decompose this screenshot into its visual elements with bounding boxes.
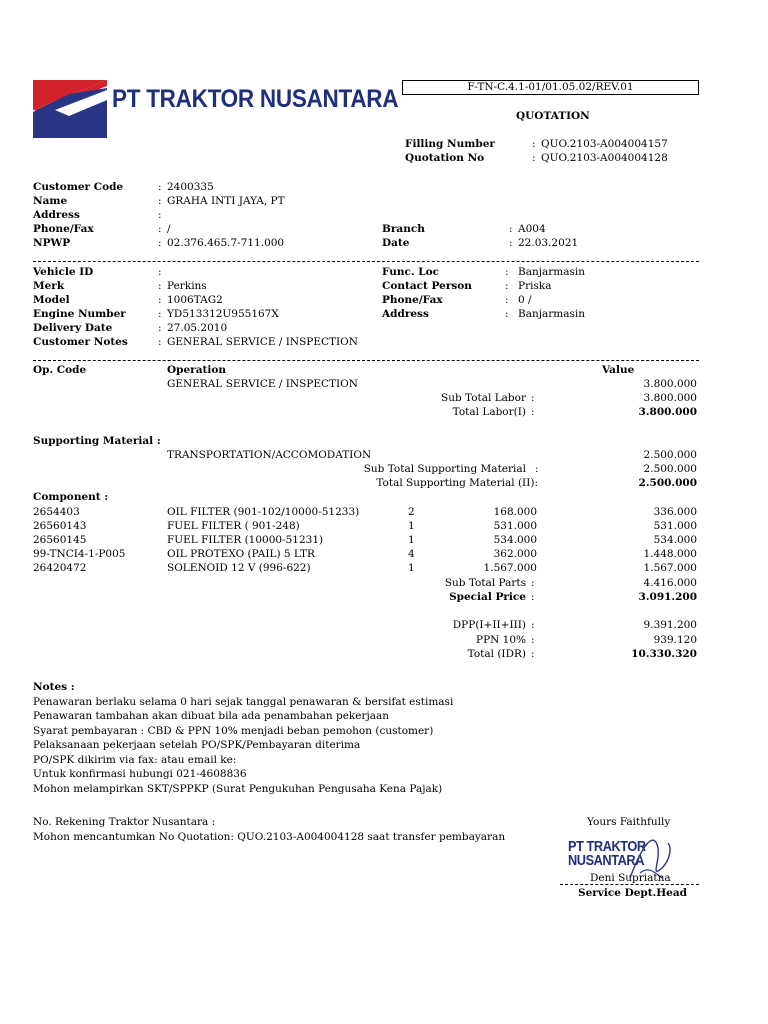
- signatory-name: Deni Supriatna: [590, 872, 671, 884]
- form-code: F-TN-C.4.1-01/01.05.02/REV.01: [402, 80, 699, 95]
- filling-number-value: QUO.2103-A004004157: [541, 138, 668, 150]
- sub-total-supporting-label: Sub Total Supporting Material: [363, 463, 526, 475]
- supporting-material-title: Supporting Material :: [33, 435, 161, 447]
- quotation-no-label: Quotation No: [405, 152, 485, 164]
- component-qty: 2: [408, 506, 415, 518]
- colon: :: [505, 266, 509, 278]
- colon: :: [505, 280, 509, 292]
- vehicle-phone-value: 0 /: [518, 294, 532, 306]
- component-qty: 1: [408, 534, 415, 546]
- note-line: Untuk konfirmasi hubungi 021-4608836: [33, 768, 247, 780]
- labor-operation: GENERAL SERVICE / INSPECTION: [167, 378, 358, 390]
- colon: :: [531, 577, 535, 589]
- colon: :: [158, 294, 162, 306]
- column-header-opcode: Op. Code: [33, 364, 87, 376]
- colon: :: [158, 237, 162, 249]
- component-code: 26560145: [33, 534, 87, 546]
- date-label: Date: [382, 237, 410, 249]
- customer-phone-value: /: [167, 223, 171, 235]
- vehicle-address-value: Banjarmasin: [518, 308, 585, 320]
- colon: :: [531, 619, 535, 631]
- component-description: OIL FILTER (901-102/10000-51233): [167, 506, 360, 518]
- closing-text: Yours Faithfully: [587, 816, 671, 828]
- dpp-label: DPP(I+II+III): [452, 619, 526, 631]
- component-code: 26420472: [33, 562, 87, 574]
- npwp-value: 02.376.465.7-711.000: [167, 237, 285, 249]
- delivery-date-label: Delivery Date: [33, 322, 113, 334]
- component-total: 531.000: [653, 520, 697, 532]
- contact-person-label: Contact Person: [382, 280, 472, 292]
- colon: :: [158, 336, 162, 348]
- customer-code-value: 2400335: [167, 181, 214, 193]
- dpp-value: 9.391.200: [643, 619, 697, 631]
- customer-notes-label: Customer Notes: [33, 336, 128, 348]
- total-supporting-label: Total Supporting Material (II):: [376, 477, 538, 489]
- colon: :: [505, 294, 509, 306]
- component-total: 1.448.000: [643, 548, 697, 560]
- note-line: Penawaran berlaku selama 0 hari sejak tanggal penawaran & bersifat estimasi: [33, 696, 454, 708]
- note-line: Mohon melampirkan SKT/SPPKP (Surat Pengukuhan Pengusaha Kena Pajak): [33, 783, 443, 795]
- colon: :: [531, 406, 535, 418]
- divider: [33, 360, 699, 361]
- notes-title: Notes :: [33, 681, 75, 693]
- colon: :: [505, 308, 509, 320]
- branch-value: A004: [518, 223, 546, 235]
- component-description: FUEL FILTER ( 901-248): [167, 520, 300, 532]
- component-description: FUEL FILTER (10000-51231): [167, 534, 324, 546]
- component-price: 534.000: [493, 534, 537, 546]
- colon: :: [531, 591, 535, 603]
- sub-total-supporting-value: 2.500.000: [643, 463, 697, 475]
- model-value: 1006TAG2: [167, 294, 223, 306]
- colon: :: [531, 634, 535, 646]
- colon: :: [158, 266, 162, 278]
- colon: :: [158, 209, 162, 221]
- total-labor-label: Total Labor(I): [452, 406, 526, 418]
- component-code: 2654403: [33, 506, 80, 518]
- component-qty: 1: [408, 520, 415, 532]
- customer-code-label: Customer Code: [33, 181, 124, 193]
- note-line: Penawaran tambahan akan dibuat bila ada penambahan pekerjaan: [33, 710, 390, 722]
- colon: :: [509, 223, 513, 235]
- note-line: PO/SPK dikirim via fax: atau email ke:: [33, 754, 237, 766]
- colon: :: [158, 308, 162, 320]
- ppn-label: PPN 10%: [476, 634, 526, 646]
- supporting-item: TRANSPORTATION/ACCOMODATION: [167, 449, 372, 461]
- merk-label: Merk: [33, 280, 65, 292]
- component-description: SOLENOID 12 V (996-622): [167, 562, 311, 574]
- delivery-date-value: 27.05.2010: [167, 322, 228, 334]
- component-total: 336.000: [653, 506, 697, 518]
- npwp-label: NPWP: [33, 237, 71, 249]
- filling-number-label: Filling Number: [405, 138, 495, 150]
- colon: :: [509, 237, 513, 249]
- column-header-operation: Operation: [167, 364, 226, 376]
- company-name: PT TRAKTOR NUSANTARA: [112, 85, 399, 113]
- customer-name-value: GRAHA INTI JAYA, PT: [167, 195, 285, 207]
- vehicle-address-label: Address: [382, 308, 429, 320]
- special-price-value: 3.091.200: [638, 591, 697, 603]
- divider: [33, 261, 699, 262]
- colon: :: [531, 392, 535, 404]
- customer-name-label: Name: [33, 195, 68, 207]
- component-price: 362.000: [493, 548, 537, 560]
- func-loc-value: Banjarmasin: [518, 266, 585, 278]
- vehicle-phone-label: Phone/Fax: [382, 294, 443, 306]
- vehicle-id-label: Vehicle ID: [33, 266, 94, 278]
- signature-line: [560, 884, 699, 885]
- colon: :: [158, 322, 162, 334]
- note-line: Pelaksanaan pekerjaan setelah PO/SPK/Pembayaran diterima: [33, 739, 361, 751]
- customer-notes-value: GENERAL SERVICE / INSPECTION: [167, 336, 358, 348]
- date-value: 22.03.2021: [518, 237, 579, 249]
- grand-total-value: 10.330.320: [631, 648, 697, 660]
- component-title: Component :: [33, 491, 109, 503]
- component-total: 534.000: [653, 534, 697, 546]
- component-price: 168.000: [493, 506, 537, 518]
- colon: :: [158, 280, 162, 292]
- colon: :: [531, 648, 535, 660]
- signatory-title: Service Dept.Head: [578, 887, 687, 899]
- component-description: OIL PROTEXO (PAIL) 5 LTR: [167, 548, 315, 560]
- component-price: 1.567.000: [483, 562, 537, 574]
- bank-account-label: No. Rekening Traktor Nusantara :: [33, 816, 216, 828]
- colon: :: [158, 223, 162, 235]
- special-price-label: Special Price: [449, 591, 526, 603]
- engine-number-label: Engine Number: [33, 308, 126, 320]
- sub-total-labor-label: Sub Total Labor: [441, 392, 526, 404]
- total-labor-value: 3.800.000: [638, 406, 697, 418]
- grand-total-label: Total (IDR): [467, 648, 526, 660]
- supporting-value: 2.500.000: [643, 449, 697, 461]
- colon: :: [532, 152, 536, 164]
- model-label: Model: [33, 294, 70, 306]
- component-total: 1.567.000: [643, 562, 697, 574]
- sub-total-parts-label: Sub Total Parts: [444, 577, 526, 589]
- sub-total-labor-value: 3.800.000: [643, 392, 697, 404]
- colon: :: [158, 181, 162, 193]
- branch-label: Branch: [382, 223, 425, 235]
- column-header-value: Value: [602, 364, 635, 376]
- company-logo-icon: [33, 80, 107, 138]
- component-qty: 1: [408, 562, 415, 574]
- component-code: 99-TNCI4-1-P005: [33, 548, 126, 560]
- ppn-value: 939.120: [653, 634, 697, 646]
- func-loc-label: Func. Loc: [382, 266, 440, 278]
- colon: :: [158, 195, 162, 207]
- customer-address-label: Address: [33, 209, 80, 221]
- component-code: 26560143: [33, 520, 87, 532]
- quotation-no-value: QUO.2103-A004004128: [541, 152, 668, 164]
- signature-stamp: PT TRAKTOR NUSANTARA: [568, 838, 646, 869]
- colon: :: [532, 138, 536, 150]
- document-title: QUOTATION: [516, 110, 590, 122]
- labor-value: 3.800.000: [643, 378, 697, 390]
- merk-value: Perkins: [167, 280, 207, 292]
- customer-phone-label: Phone/Fax: [33, 223, 94, 235]
- component-price: 531.000: [493, 520, 537, 532]
- note-line: Syarat pembayaran : CBD & PPN 10% menjadi beban pemohon (customer): [33, 725, 434, 737]
- transfer-instruction: Mohon mencantumkan No Quotation: QUO.2103-A004004128 saat transfer pembayaran: [33, 831, 506, 843]
- contact-person-value: Priska: [518, 280, 552, 292]
- engine-number-value: YD513312U955167X: [167, 308, 279, 320]
- sub-total-parts-value: 4.416.000: [643, 577, 697, 589]
- colon: :: [535, 463, 539, 475]
- total-supporting-value: 2.500.000: [638, 477, 697, 489]
- component-qty: 4: [408, 548, 415, 560]
